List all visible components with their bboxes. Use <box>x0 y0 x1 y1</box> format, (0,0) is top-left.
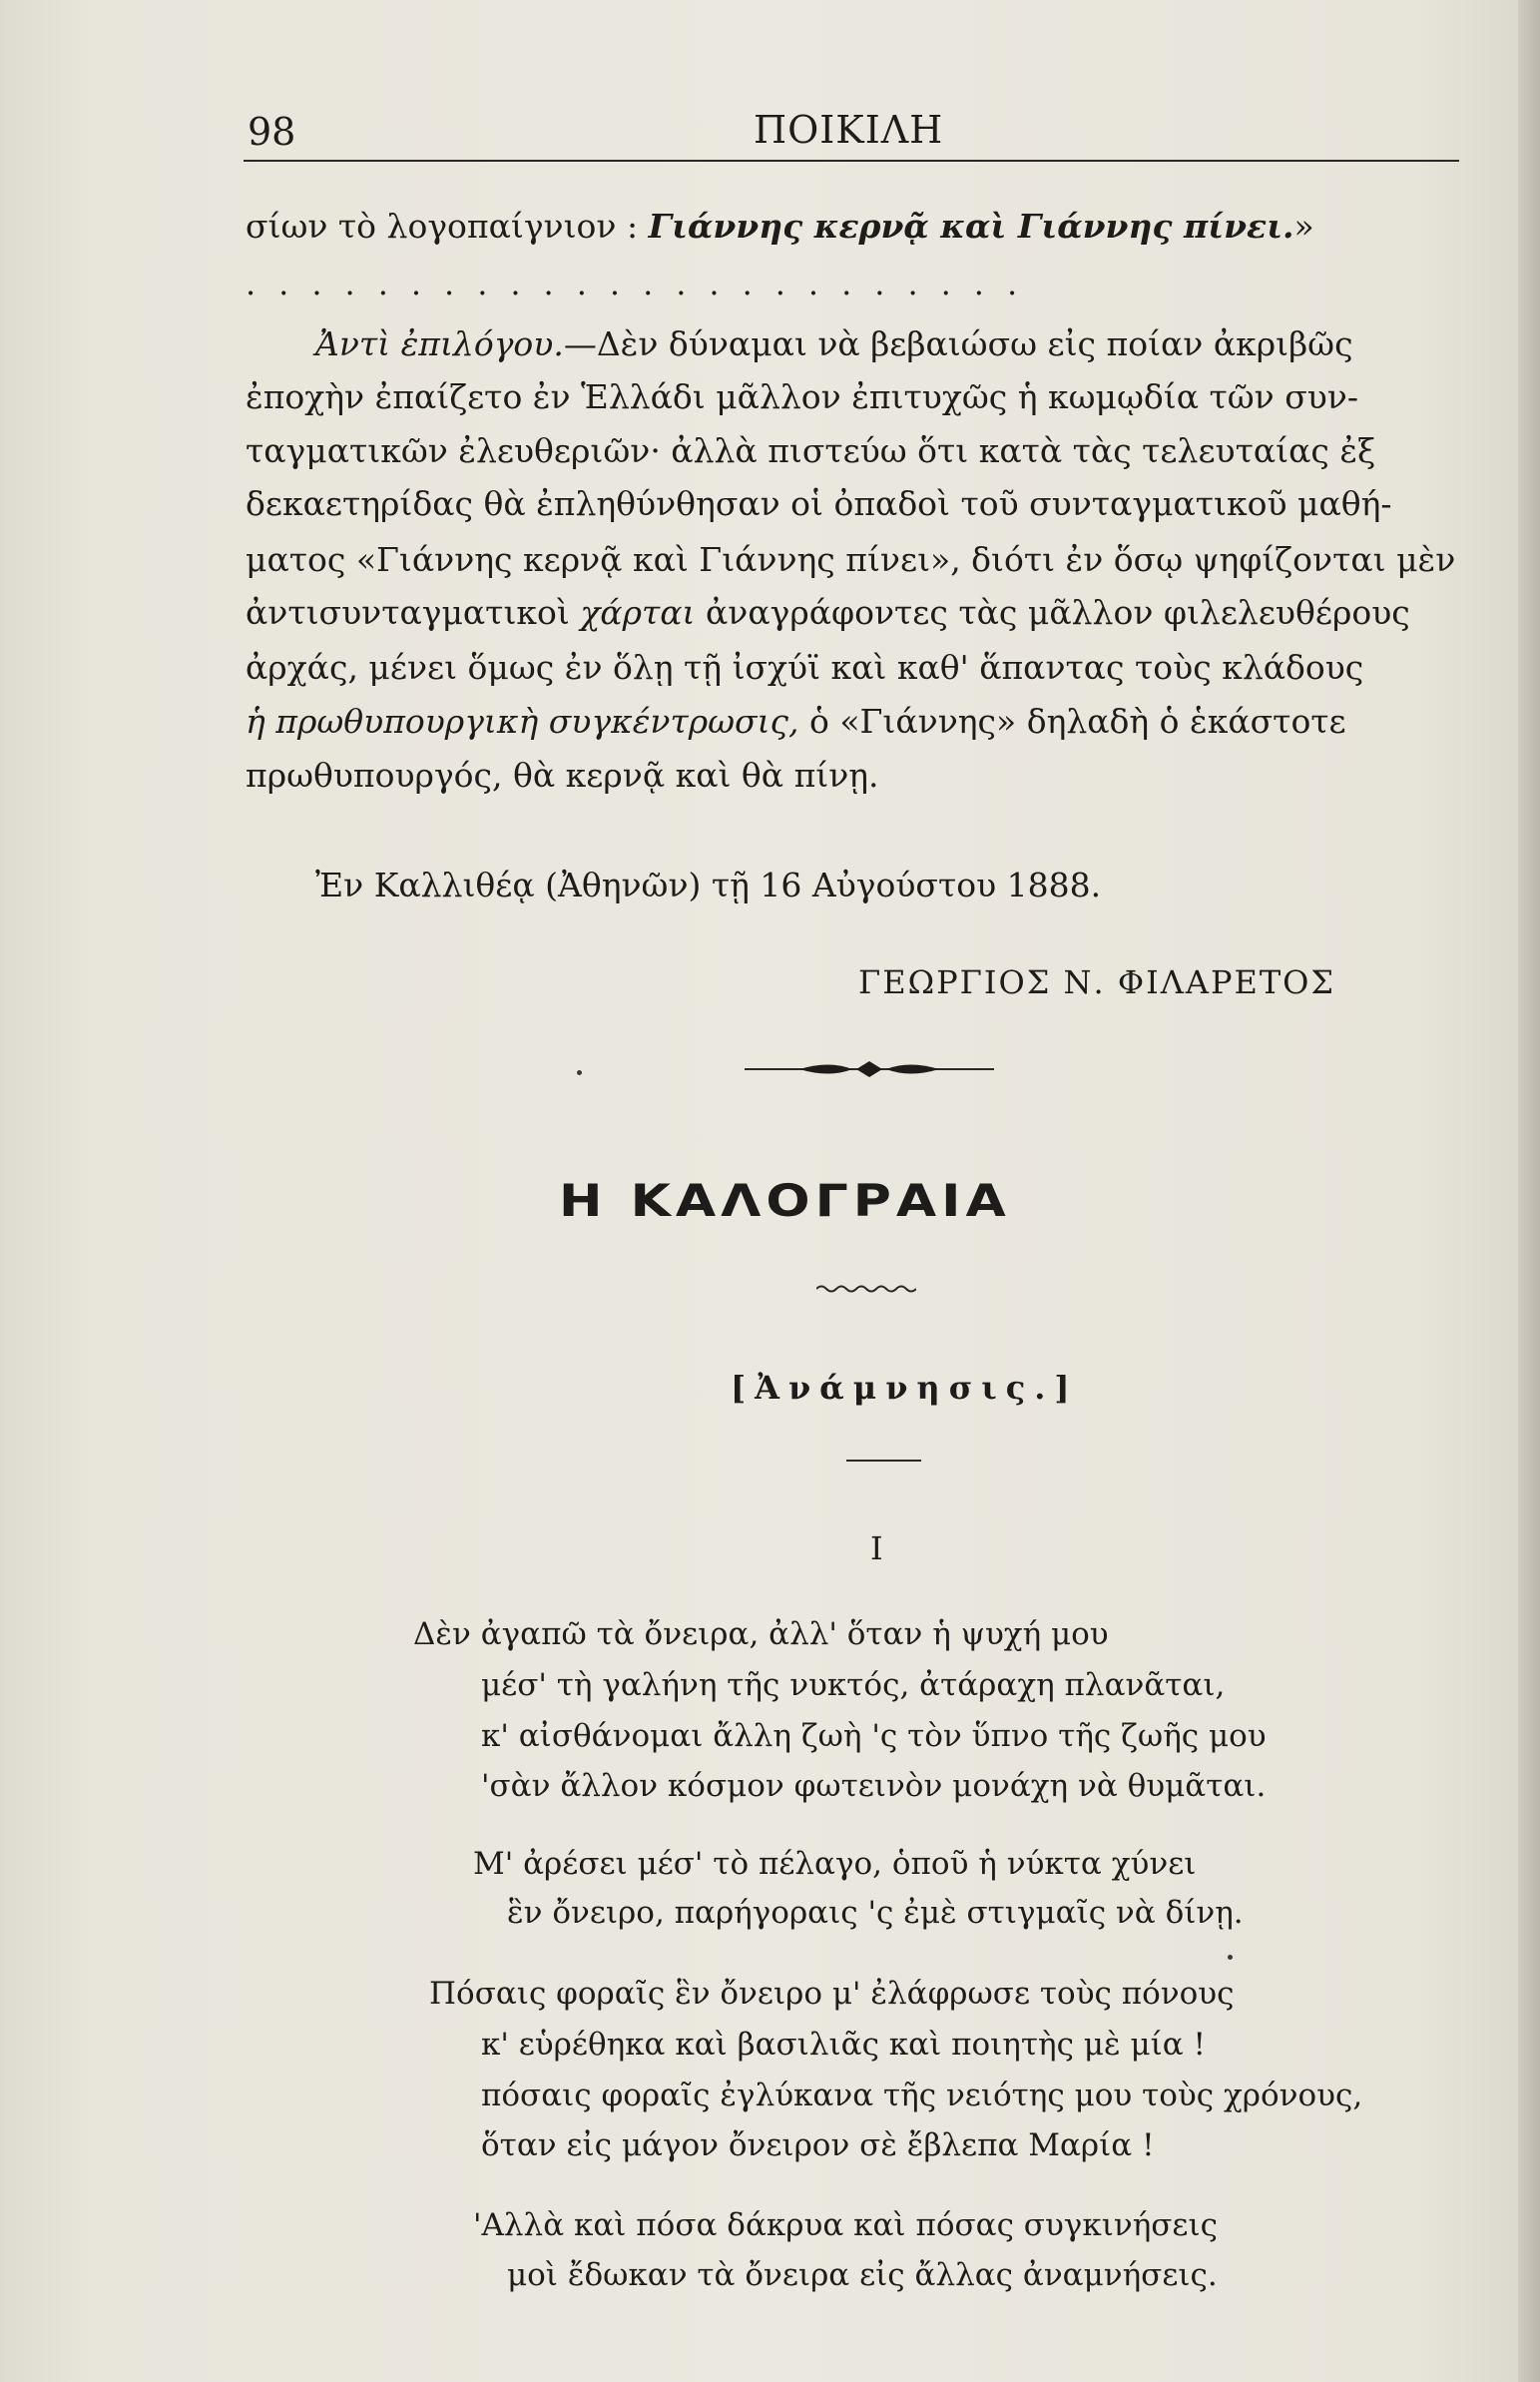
closing-guillemet: » <box>1293 207 1314 246</box>
prose-line-3: ἐποχὴν ἐπαίζετο ἐν Ἑλλάδι μᾶλλον ἐπιτυχῶς ἡ κωμῳδία τῶν συν- <box>246 377 1358 416</box>
ellipsis-dots: ........................ <box>246 265 1041 302</box>
prose-line-1-prefix: σίων τὸ λογοπαίγνιον : <box>246 207 649 246</box>
page-edge-shadow <box>1518 0 1540 2382</box>
verse-line: Μ' ἀρέσει μέσ' τὸ πέλαγο, ὁποῦ ἡ νύκτα χύνει <box>473 1846 1197 1882</box>
prose-line-10: πρωθυπουργός, θὰ κερνᾷ καὶ θὰ πίνῃ. <box>246 756 879 795</box>
print-speck <box>577 1070 582 1075</box>
prose-line-7-prefix: ἀντισυνταγματικοὶ <box>246 593 581 632</box>
running-title: ΠΟΙΚΙΛΗ <box>754 108 944 152</box>
wavy-rule-icon <box>816 1282 916 1296</box>
prose-line-5: δεκαετηρίδας θὰ ἐπληθύνθησαν οἱ ὀπαδοὶ τοῦ συνταγματικοῦ μαθή- <box>246 484 1392 523</box>
print-speck <box>1228 1955 1233 1960</box>
prose-line-2-rest: —Δὲν δύναμαι νὰ βεβαιώσω εἰς ποίαν ἀκριβῶς <box>563 324 1353 363</box>
section-numeral: I <box>870 1529 883 1567</box>
prose-line-4: ταγματικῶν ἐλευθεριῶν· ἀλλὰ πιστεύω ὅτι κατὰ τὰς τελευταίας ἐξ <box>246 431 1376 470</box>
verse-line: κ' εὑρέθηκα καὶ βασιλιᾶς καὶ ποιητὴς μὲ μία ! <box>481 2027 1206 2063</box>
header-rule <box>244 160 1459 162</box>
verse-line: 'Αλλὰ καὶ πόσα δάκρυα καὶ πόσας συγκινήσεις <box>473 2207 1219 2243</box>
prose-line-9-rest: ὁ «Γιάννης» δηλαδὴ ὁ ἑκάστοτε <box>798 702 1346 741</box>
verse-line: πόσαις φοραῖς ἐγλύκανα τῆς νειότης μου τοὺς χρόνους, <box>481 2078 1363 2113</box>
verse-line: μοὶ ἔδωκαν τὰ ὄνειρα εἰς ἄλλας ἀναμνήσεις. <box>507 2257 1218 2293</box>
quoted-saying: Γιάννης κερνᾷ καὶ Γιάννης πίνει. <box>648 207 1294 246</box>
prose-line-6: ματος «Γιάννης κερνᾷ καὶ Γιάννης πίνει», διότι ἐν ὅσῳ ψηφίζονται μὲν <box>246 540 1456 579</box>
epilogue-heading: Ἀντὶ ἐπιλόγου. <box>315 324 564 363</box>
section-ornament-icon <box>745 1054 994 1084</box>
short-rule <box>846 1460 921 1462</box>
charters-word: χάρται <box>580 593 696 632</box>
dateline: Ἐν Καλλιθέᾳ (Ἀθηνῶν) τῇ 16 Αὐγούστου 1888. <box>315 866 1102 904</box>
verse-line: Δὲν ἀγαπῶ τὰ ὄνειρα, ἀλλ' ὅταν ἡ ψυχή μου <box>413 1616 1109 1652</box>
verse-line: 'σὰν ἄλλον κόσμον φωτεινὸν μονάχη νὰ θυμᾶται. <box>481 1768 1267 1804</box>
verse-line: μέσ' τὴ γαλήνη τῆς νυκτός, ἀτάραχη πλανᾶται, <box>481 1667 1226 1703</box>
verse-line: Πόσαις φοραῖς ἓν ὄνειρο μ' ἐλάφρωσε τοὺς πόνους <box>429 1976 1235 2012</box>
prose-line-9 <box>246 702 1346 742</box>
verse-line: κ' αἰσθάνομαι ἄλλη ζωὴ 'ς τὸν ὕπνο τῆς ζωῆς μου <box>481 1718 1267 1754</box>
prose-line-1 <box>246 207 1314 247</box>
author-signature: ΓΕΩΡΓΙΟΣ Ν. ΦΙΛΑΡΕΤΟΣ <box>858 963 1336 1001</box>
verse-line: ἓν ὄνειρο, παρήγοραις 'ς ἐμὲ στιγμαῖς νὰ δίνῃ. <box>507 1895 1244 1931</box>
prose-line-2 <box>315 324 1353 364</box>
prose-line-7 <box>246 593 1410 633</box>
verse-line: ὅταν εἰς μάγον ὄνειρον σὲ ἔβλεπα Μαρία ! <box>481 2127 1155 2163</box>
prose-line-8: ἀρχάς, μένει ὅμως ἐν ὅλῃ τῇ ἰσχύϊ καὶ καθ' ἅπαντας τοὺς κλάδους <box>246 648 1364 687</box>
prose-line-7-suffix: ἀναγράφοντες τὰς μᾶλλον φιλελευθέρους <box>695 593 1410 632</box>
poem-title: Η ΚΑΛΟΓΡΑΙΑ <box>559 1176 1011 1227</box>
poem-subtitle: [Ἀνάμνησις.] <box>731 1369 1079 1407</box>
page-number: 98 <box>248 110 296 154</box>
prime-ministerial-centralization: ἡ πρωθυπουργικὴ συγκέντρωσις, <box>246 702 799 741</box>
